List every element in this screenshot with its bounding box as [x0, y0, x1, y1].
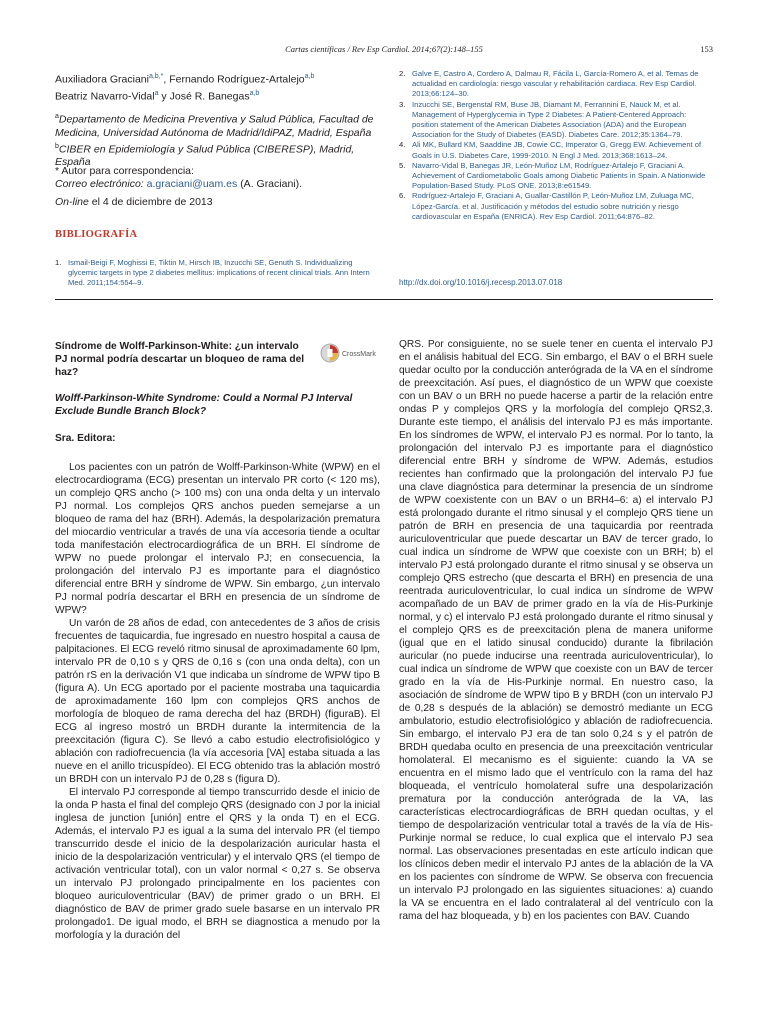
reference-number: 3. — [399, 99, 406, 109]
reference-number: 5. — [399, 160, 406, 170]
correspondence-label: * Autor para correspondencia: — [55, 165, 194, 177]
section-divider — [55, 299, 713, 300]
reference-item[interactable] — [399, 100, 713, 141]
author-affil-sup: a — [154, 89, 159, 97]
reference-text: Inzucchi SE, Bergenstal RM, Buse JB, Diamant M, Ferrannini E, Nauck M, et al. Management of Hyperglycemia in Type 2 Diabetes: A Patient-Centered Approach: position statement of the American Diabetes Association (ADA) and the European Association for the Study of Diabetes (EASD). Diabetes Care. 2012;35:1364–79. — [412, 99, 687, 140]
article-title: Síndrome de Wolff-Parkinson-White: ¿un intervalo PJ normal podría descartar un bloqueo de rama del haz? — [55, 341, 305, 378]
author-affil-sup: a,b — [304, 73, 315, 80]
author-affil-sup: a,b,* — [148, 73, 164, 80]
page-number: 153 — [700, 44, 713, 54]
references-right — [399, 69, 713, 222]
reference-text: Ali MK, Bullard KM, Saaddine JB, Cowie CC, Imperator G, Gregg EW. Achievement of Goals in U.S. Diabetes Care, 1999-2010. N Engl J Med. 2013;368:1613–24. — [412, 140, 702, 160]
body-paragraph: Un varón de 28 años de edad, con antecedentes de 3 años de crisis frecuentes de taquicardia, fue ingresado en nuestro hospital a causa de palpitaciones. El ECG reveló ritmo sinusal de aproximadamente 60 lpm, intervalo PR de 0,10 s y QRS de 0,16 s (con una onda delta), con un patrón rS en la derivación V1 que indicaba un síndrome de WPW tipo B (figura A). Un ECG aportado por el paciente mostraba una taquicardia de aproximadamente 160 lpm con complejos QRS anchos de morfología de bloqueo de rama derecha del haz (BRDH) (figuraB). El ECG al ingreso mostró un BRDH durante la intermitencia de la preexcitación (figura C). Se llevó a cabo estudio electrofisiológico y ablación con radiofrecuencia (la vía accesoria [VA] estaba situada a las nueve en el anillo tricuspídeo). El ECG obtenido tras la ablación mostró un BRDH con un intervalo PJ de 0,28 s (figura D). — [55, 618, 380, 785]
reference-number: 2. — [399, 69, 406, 78]
reference-number: 6. — [399, 191, 406, 201]
affiliation-a: $^a$Departamento de Medicina Preventiva y Salud Pública, Facultad de Medicina, Universidad Autónoma de Madrid/IdiPAZ, Madrid, España — [55, 113, 374, 139]
online-date: On-line el 4 de diciembre de 2013 — [55, 196, 213, 208]
reference-item[interactable] — [399, 161, 713, 192]
reference-item[interactable] — [399, 140, 713, 160]
author-list — [55, 70, 380, 103]
affiliations — [55, 110, 380, 169]
reference-text: Galve E, Castro A, Cordero A, Dalmau R, Fácila L, García-Romero A, et al. Temas de actualidad en cardiología: riesgo vascular y rehabilitación cardiaca. Rev Esp Cardiol. 2013;66:124–30. — [412, 69, 699, 99]
salutation: Sra. Editora: — [55, 433, 116, 444]
crossmark-label: CrossMark — [342, 351, 376, 358]
bibliography-heading: BIBLIOGRAFÍA — [55, 229, 138, 240]
body-paragraph: El intervalo PJ corresponde al tiempo transcurrido desde el inicio de la onda P hasta el final del complejo QRS (designado con J por la inicial inglesa de junction [unión] entre el QRS y la onda T) en el ECG. Además, el intervalo PJ es igual a la suma del intervalo PR (el tiempo transcurrido desde el inicio de la despolarización auricular hasta el inicio de la despolarización ventricular) y el intervalo QRS (el tiempo de activación ventricular total), con un valor normal < 0,27 s. Se observa un intervalo PJ prolongado principalmente en los pacientes con bloqueo auriculoventricular (BAV) de primer grado o un BRH. El diagnóstico de BAV de primer grado suele basarse en un intervalo PR prolongado1. De igual modo, el BRH se diagnostica a menudo por la morfología y la duración del — [55, 787, 380, 941]
affiliation-b: $^b$CIBER en Epidemiología y Salud Pública (CIBERESP), Madrid, España — [55, 142, 355, 168]
references-left — [55, 258, 380, 289]
reference-item[interactable] — [399, 69, 713, 100]
author-affil-sup: a,b — [249, 89, 260, 97]
reference-item[interactable] — [55, 258, 380, 289]
journal-citation: Cartas científicas / Rev Esp Cardiol. 2014;67(2):148–155 — [285, 44, 483, 54]
reference-text: Rodríguez-Artalejo F, Graciani A, Guallar-Castillón P, León-Muñoz LM, Zuluaga MC, López-García. et al. Justificación y métodos del estudio sobre nutrición y riesgo cardiovascular en España (ENRICA). Rev Esp Cardiol. 2011;64:876–82. — [412, 191, 694, 221]
article-subtitle: Wolff-Parkinson-White Syndrome: Could a Normal PJ Interval Exclude Bundle Branch Block? — [55, 393, 353, 417]
reference-item[interactable] — [399, 191, 713, 222]
author-name: Auxiliadora Graciani — [55, 73, 149, 86]
body-paragraph: QRS. Por consiguiente, no se suele tener en cuenta el intervalo PJ en el análisis habitual del ECG. Sin embargo, el BAV o el BRH suele quedar oculto por la conducción anterógrada de la VA en el síndrome de preexcitación. Así pues, el diagnóstico de un WPW que coexiste con un BAV o un BRH no puede hacerse a partir de la relación entre ondas P y complejos QRS y la morfología del complejo QRS2,3. Durante este tiempo, el análisis del intervalo PJ es más importante. En los síndromes de WPW, el intervalo PJ es normal. Por lo tanto, la prolongación del intervalo PJ es importante para el diagnóstico diferencial entre BRH y síndrome de WPW. Además, estudios recientes han confirmado que la prolongación del intervalo PJ fue una clave diagnóstica para determinar la presencia de un síndrome de WPW coexistente con un BAV o un BRH4–6: a) el intervalo PJ está prolongado durante el ritmo sinusal y el complejo QRS tiene un patrón de BRH en presencia de una taquicardia por reentrada auriculoventricular que puede descartar un BAV de tercer grado, lo cual indica un síndrome de WPW que coexiste con un BRH; b) el intervalo PJ está prolongado durante el ritmo sinusal y se observa un complejo QRS estrecho (que descarta el BRH) en presencia de una reentrada auriculoventricular, lo cual indica un síndrome de WPW acompañado de un BAV de primer grado en la vía de His-Purkinje normal, y c) el intervalo PJ está prolongado durante el ritmo sinusal y el complejo QRS es de preexcitación plena de manera uniforme (igual que en el latido sinusal conducido) durante la fibrilación auricular (no puede inducirse una reentrada auriculoventricular), lo cual indica un síndrome de WPW que coexiste con un BAV de tercer grado en la vía de His-Purkinje normal. En nuestro caso, la asociación de síndrome de WPW tipo B y BRDH (con un intervalo PJ de 0,28 s después de la ablación) se demostró mediante un ECG ambulatorio, estudio electrofisiológico y ablación de radiofrecuencia. Sin embargo, el intervalo PJ era de tan solo 0,24 s y el patrón de BRDH quedaba oculto en presencia de una preexcitación ventricular homolateral. El mecanismo es el siguiente: cuando la VA se encuentra en el mismo lado que el ventrículo con la rama del haz bloqueada, el ventrículo homolateral sufre una despolarización prematura por la conducción anterógrada de la VA, las características electrocardiográficas de BRH quedan ocultas, y el tiempo de despolarización ventricular total a través de la vía de His-Purkinje normal se reduce, lo cual explica que el intervalo PJ sea normal. Las observaciones presentadas en este artículo indican que los clínicos deben medir el intervalo PJ antes de la ablación de la VA en los pacientes con síndrome de WPW. Se observa con frecuencia un intervalo PJ prolongado en las siguientes situaciones: a) cuando la VA se encuentra en el lado contralateral al del ventrículo con la rama del haz bloqueada, y b) en los pacientes con BAV. Cuando — [399, 339, 713, 922]
body-left-column — [55, 461, 380, 942]
author-name: y José R. Banegas — [158, 90, 250, 102]
running-header — [55, 44, 713, 54]
reference-number: 1. — [55, 258, 62, 267]
reference-text: Ismail-Beigi F, Moghissi E, Tiktin M, Hirsch IB, Inzucchi SE, Genuth S. Individualizing glycemic targets in type 2 diabetes mellitus: implications of recent clinical trials. Ann Intern Med. 2011;154:554–9. — [68, 258, 370, 288]
author-name: Beatriz Navarro-Vidal — [55, 90, 155, 102]
crossmark-logo[interactable] — [320, 342, 380, 364]
body-right-column — [399, 338, 713, 923]
doi-link[interactable]: http://dx.doi.org/10.1016/j.recesp.2013.07.018 — [399, 278, 563, 287]
email-link[interactable]: a.graciani@uam.es — [146, 178, 238, 190]
reference-text: Navarro-Vidal B, Banegas JR, León-Muñoz LM, Rodríguez-Artalejo F, Graciani A. Achievement of Cardiometabolic Goals among Diabetic Patients in Spain. A Nationwide Population-Based Study. PLoS ONE. 2013;8:e61549. — [412, 160, 706, 191]
body-paragraph: Los pacientes con un patrón de Wolff-Parkinson-White (WPW) en el electrocardiograma (ECG) presentan un intervalo PR corto (< 120 ms), un complejo QRS ancho (> 100 ms) con una onda delta y un intervalo PJ normal. Los complejos QRS anchos pueden semejarse a un bloqueo de rama del haz (BRH). Además, la despolarización prematura del miocardio ventricular a través de una vía accesoria tiende a ocultar toda manifestación electrocardiográfica de un BRH. El síndrome de WPW no puede prolongar el intervalo PJ; en consecuencia, la prolongación del intervalo PJ es importante para el diagnóstico diferencial entre BRH y síndrome de WPW. Sin embargo, ¿un intervalo PJ normal podría descartar el BRH en presencia de un síndrome de WPW? — [55, 462, 380, 616]
reference-number: 4. — [399, 140, 406, 150]
correspondence: * Autor para correspondencia: Correo electrónico: a.graciani@uam.es (A. Graciani). — [55, 165, 380, 191]
email-label: Correo electrónico: — [55, 178, 144, 190]
author-name: , Fernando Rodríguez-Artalejo — [163, 73, 305, 86]
